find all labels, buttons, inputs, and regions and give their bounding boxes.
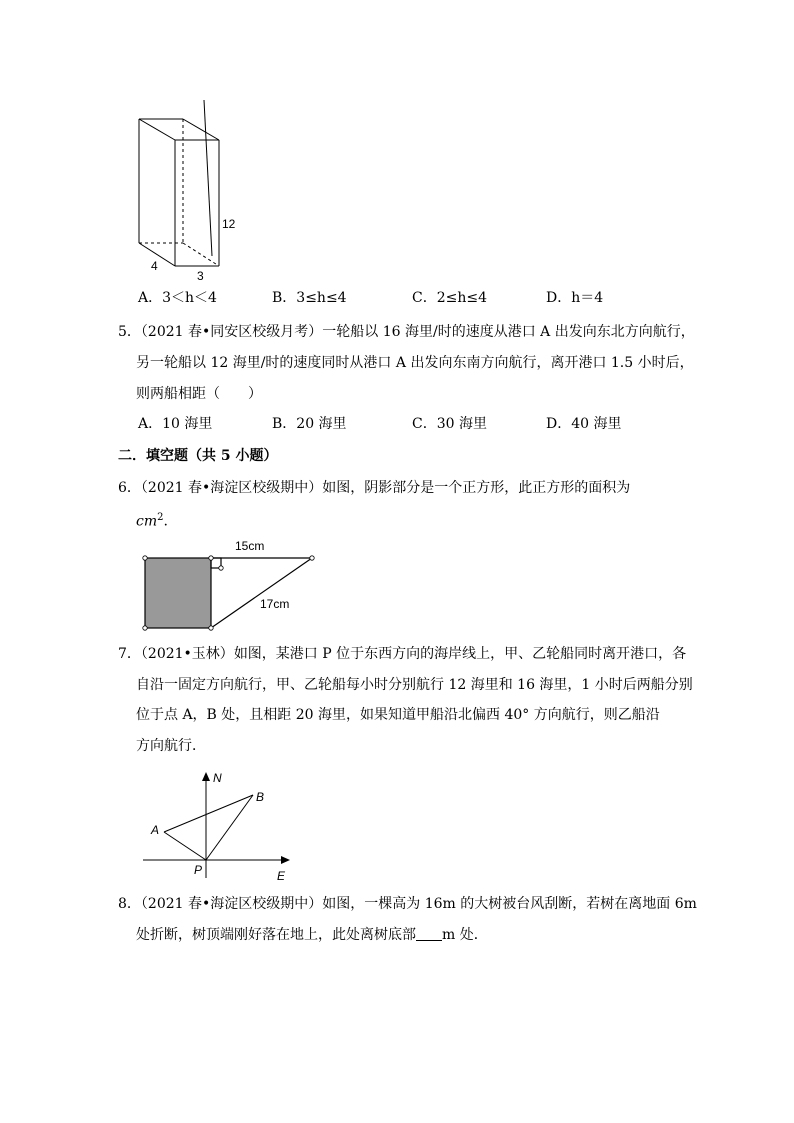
vertex <box>310 556 314 560</box>
q4-option-d: D．h＝4 <box>546 290 604 306</box>
section-title: 二．填空题（共 5 小题） <box>118 448 278 464</box>
q5-option-d: D．40 海里 <box>546 416 622 432</box>
q7-line-3: 位于点 A，B 处，且相距 20 海里，如果知道甲船沿北偏西 40° 方向航行，则乙船沿 <box>136 707 660 723</box>
q5-option-c: C．30 海里 <box>412 416 487 432</box>
label-height: 12 <box>222 217 236 231</box>
q4-option-b: B．3≤h≤4 <box>272 290 347 306</box>
north-arrow <box>202 772 210 781</box>
q4-option-c: C．2≤h≤4 <box>412 290 488 306</box>
prism-hidden-edge <box>183 243 219 266</box>
prism-figure <box>130 98 250 284</box>
label-17cm: 17cm <box>260 597 290 611</box>
compass-figure <box>138 768 298 884</box>
stick <box>204 100 212 256</box>
label-A: A <box>151 823 160 837</box>
label-15cm: 15cm <box>235 539 265 553</box>
q5-line-2: 另一轮船以 12 海里/时的速度同时从港口 A 出发向东南方向航行，离开港口 1.5 小时后， <box>136 355 694 371</box>
q6-line-2: $cm^2$. <box>136 512 168 530</box>
hypotenuse <box>211 558 312 628</box>
q5-line-3: 则两船相距（ ） <box>136 386 262 402</box>
square-figure <box>138 536 320 636</box>
vertex <box>209 556 213 560</box>
shaded-square <box>145 558 211 628</box>
east-arrow <box>281 856 290 864</box>
q5-option-a: A．10 海里 <box>138 416 213 432</box>
q5-line-1: 5．（2021 春•同安区校级月考）一轮船以 16 海里/时的速度从港口 A 出发向东北方向航行， <box>118 324 695 340</box>
q5-option-b: B．20 海里 <box>272 416 347 432</box>
vertex <box>143 556 147 560</box>
q8-line-1: 8．（2021 春•海淀区校级期中）如图，一棵高为 16m 的大树被台风刮断，若树在离地面 6m <box>118 896 697 912</box>
segment-PA <box>164 832 206 860</box>
label-width: 4 <box>151 259 158 273</box>
label-depth: 3 <box>197 269 204 283</box>
q7-line-4: 方向航行． <box>136 738 206 754</box>
q7-line-1: 7．（2021•玉林）如图，某港口 P 位于东西方向的海岸线上，甲、乙轮船同时离开港口，各 <box>118 646 687 662</box>
label-N: N <box>213 771 222 785</box>
prism-edge <box>183 119 219 140</box>
vertex <box>219 566 223 570</box>
label-E: E <box>277 869 286 883</box>
answer-blank[interactable] <box>416 926 442 941</box>
vertex <box>143 626 147 630</box>
vertex <box>209 626 213 630</box>
label-B: B <box>256 790 265 804</box>
q6-line-1: 6．（2021 春•海淀区校级期中）如图，阴影部分是一个正方形，此正方形的面积为 <box>118 480 631 496</box>
label-P: P <box>194 863 203 877</box>
q8-line-2: 处折断，树顶端刚好落在地上，此处离树底部 m 处． <box>136 927 488 943</box>
q4-option-a: A．3＜h＜4 <box>138 290 217 306</box>
q7-line-2: 自沿一固定方向航行，甲、乙轮船每小时分别航行 12 海里和 16 海里，1 小时后两船分别 <box>136 677 693 693</box>
prism-edge <box>139 119 175 140</box>
